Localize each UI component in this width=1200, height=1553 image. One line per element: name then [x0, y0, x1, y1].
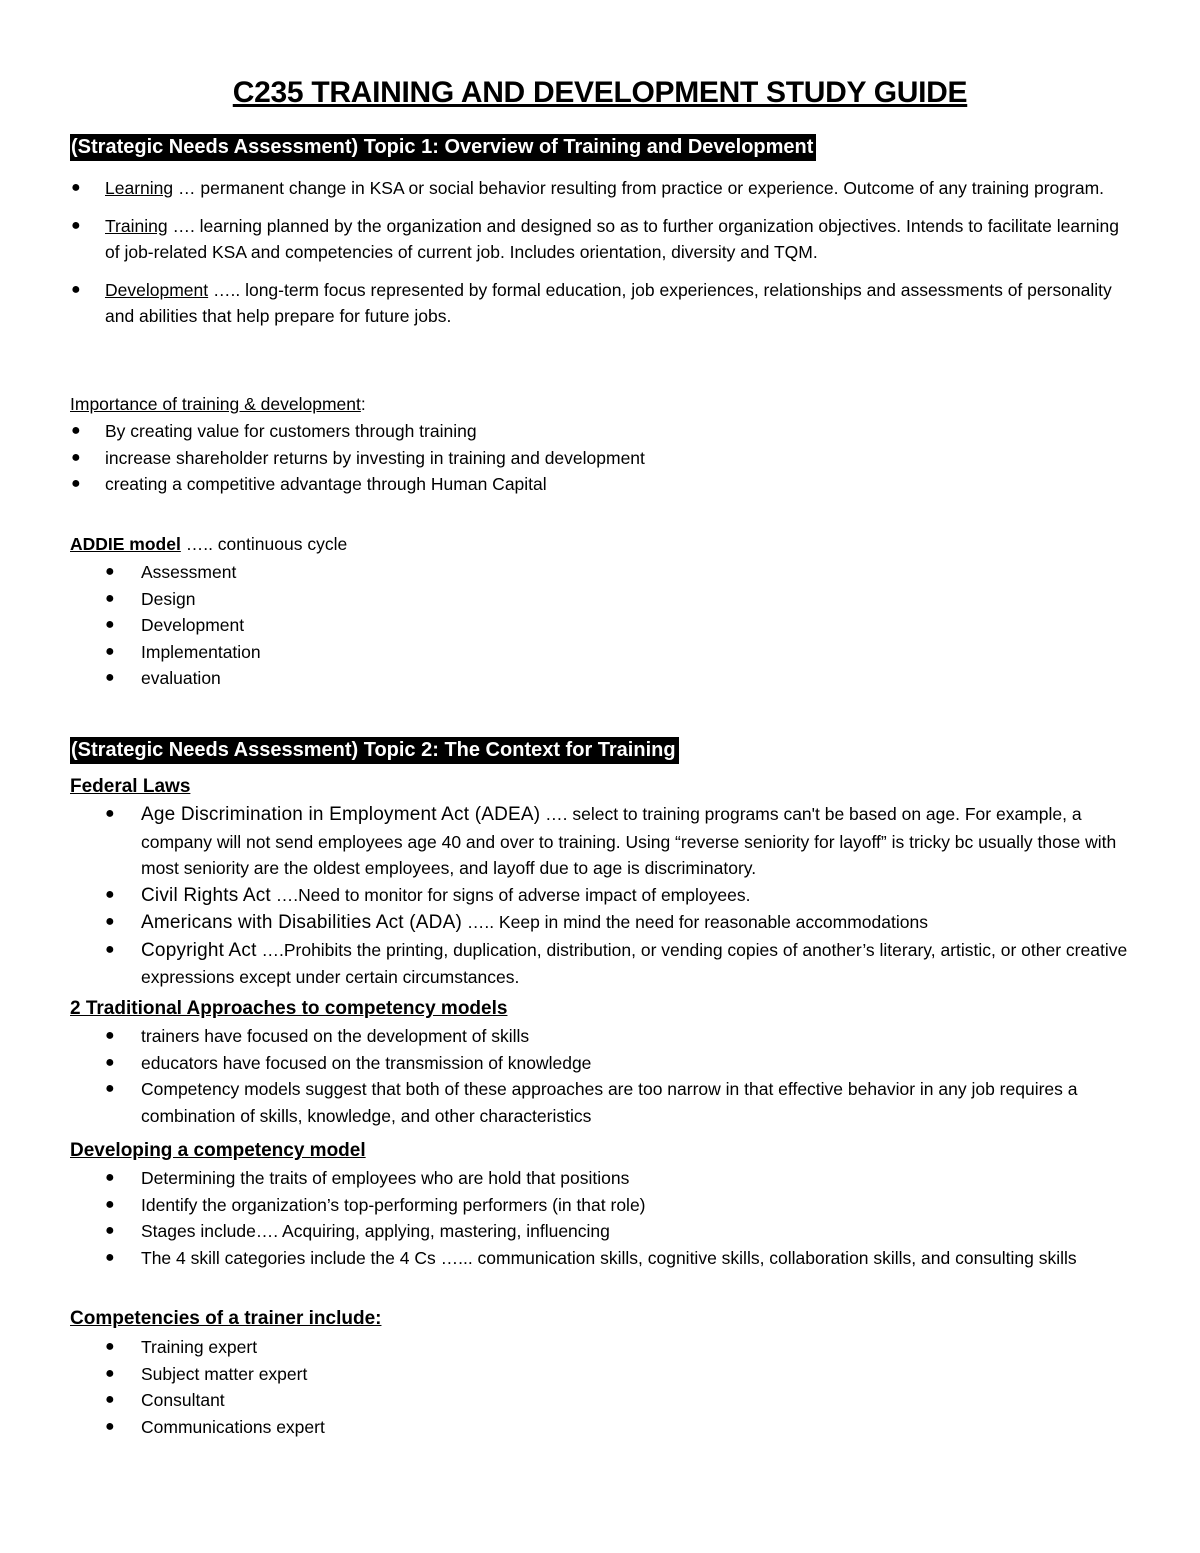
bullet-icon: ● — [105, 1338, 115, 1355]
bullet-icon: ● — [71, 216, 81, 234]
bullet-icon: ● — [105, 589, 115, 607]
definitions-list — [71, 175, 1135, 341]
bullet-icon: ● — [105, 805, 115, 822]
list-item-text: By creating value for customers through training — [105, 421, 477, 441]
list-item — [105, 639, 261, 666]
list-item-text: increase shareholder returns by investing in training and development — [105, 447, 645, 468]
importance-list — [71, 418, 1105, 498]
list-item — [105, 1245, 1141, 1272]
definition-text: ….. long-term focus represented by formal education, job experiences, relationships and assessments of personality and abilities that help prepare for future jobs. — [105, 279, 1112, 326]
traditional-approaches-heading: 2 Traditional Approaches to competency models — [70, 998, 508, 1019]
list-item — [105, 1387, 941, 1414]
list-item — [105, 586, 261, 613]
list-item — [105, 1414, 941, 1441]
bullet-icon: ● — [71, 422, 81, 439]
law-text: ….Need to monitor for signs of adverse impact of employees. — [270, 884, 751, 905]
bullet-icon: ● — [105, 669, 115, 686]
bullet-icon: ● — [105, 1364, 115, 1382]
law-name: Americans with Disabilities Act (ADA) — [141, 912, 462, 933]
addie-label: ADDIE model — [70, 534, 181, 554]
list-item-text: The 4 skill categories include the 4 Cs …... communication skills, cognitive skills, collaboration skills, and consulting skills — [141, 1247, 1077, 1268]
importance-suffix: : — [360, 394, 366, 414]
bullet-icon: ● — [105, 1053, 115, 1071]
list-item-text: Training expert — [141, 1337, 258, 1357]
bullet-icon: ● — [105, 642, 115, 660]
bullet-icon: ● — [105, 913, 115, 930]
term-development: Development — [105, 279, 209, 300]
list-item-text: Communications expert — [141, 1416, 325, 1437]
list-item — [105, 1192, 1141, 1219]
list-item — [105, 909, 1141, 937]
list-item — [105, 1050, 1141, 1077]
bullet-icon: ● — [105, 940, 115, 958]
definition-text: … permanent change in KSA or social behavior resulting from practice or experience. Outcome of any training program. — [173, 178, 1105, 198]
bullet-icon: ● — [105, 1248, 115, 1266]
list-item — [105, 1334, 941, 1361]
trainer-competencies-list — [105, 1334, 941, 1440]
list-item — [71, 213, 1135, 266]
list-item-text: evaluation — [141, 668, 221, 688]
bullet-icon: ● — [105, 1027, 115, 1044]
list-item — [105, 882, 1141, 910]
list-item-text: Stages include…. Acquiring, applying, mastering, influencing — [141, 1221, 610, 1241]
list-item-text: Implementation — [141, 641, 261, 662]
topic-1-header: (Strategic Needs Assessment) Topic 1: Overview of Training and Development — [70, 134, 816, 161]
bullet-icon: ● — [71, 448, 81, 466]
list-item — [71, 418, 1105, 445]
document-title: C235 TRAINING AND DEVELOPMENT STUDY GUIDE — [232, 76, 968, 109]
definition-text: …. learning planned by the organization and designed so as to further organization objectives. Intends to facilitate learning of job-related KSA and competencies of current job. Includes orientation, diversity and TQM. — [105, 215, 1120, 262]
list-item-text: trainers have focused on the development of skills — [141, 1026, 530, 1046]
list-item — [105, 1361, 941, 1388]
bullet-icon: ● — [105, 1391, 115, 1408]
list-item-text: Competency models suggest that both of these approaches are too narrow in that effective behavior in any job requires a combination of skills, knowledge, and other characteristics — [141, 1079, 1078, 1126]
bullet-icon: ● — [105, 1222, 115, 1239]
law-name: Civil Rights Act — [141, 884, 271, 906]
list-item-text: educators have focused on the transmission of knowledge — [141, 1052, 592, 1073]
list-item — [105, 612, 261, 639]
law-text: ….Prohibits the printing, duplication, distribution, or vending copies of another’s literary, artistic, or other creative expressions except under certain circumstances. — [141, 939, 1128, 987]
list-item — [105, 1023, 1141, 1050]
list-item-text: Development — [141, 615, 245, 635]
addie-suffix: ….. continuous cycle — [180, 534, 348, 554]
law-text: …. select to training programs can't be based on age. For example, a company will not send employees age 40 and over to training. Using “reverse seniority for layoff” is tricky bc usually those with most seniority are the oldest employees, and layoff due to age is discriminatory. — [141, 804, 1117, 878]
law-name: Copyright Act — [141, 939, 257, 961]
importance-label: Importance of training & development — [70, 394, 361, 414]
list-item — [71, 445, 1105, 472]
law-name: Age Discrimination in Employment Act (ADEA) — [141, 804, 541, 825]
bullet-icon: ● — [105, 1080, 115, 1097]
bullet-icon: ● — [105, 1169, 115, 1186]
list-item — [105, 937, 1141, 991]
bullet-icon: ● — [105, 1195, 115, 1213]
federal-laws-list — [105, 801, 1141, 991]
list-item-text: Assessment — [141, 562, 237, 582]
list-item — [105, 1218, 1141, 1245]
addie-list — [105, 559, 261, 692]
bullet-icon: ● — [71, 475, 81, 492]
list-item-text: creating a competitive advantage through Human Capital — [105, 474, 547, 494]
list-item — [105, 1076, 1141, 1129]
trainer-competencies-heading: Competencies of a trainer include: — [70, 1308, 382, 1329]
list-item — [71, 277, 1135, 330]
importance-heading — [70, 394, 366, 415]
bullet-icon: ● — [105, 616, 115, 633]
federal-laws-heading: Federal Laws — [70, 776, 191, 797]
list-item — [105, 801, 1141, 882]
law-text: ….. Keep in mind the need for reasonable accommodations — [461, 912, 928, 932]
list-item-text: Consultant — [141, 1390, 225, 1410]
list-item — [71, 471, 1105, 498]
list-item-text: Determining the traits of employees who are hold that positions — [141, 1168, 630, 1188]
list-item — [105, 559, 261, 586]
list-item — [105, 665, 261, 692]
list-item — [105, 1165, 1141, 1192]
term-learning: Learning — [105, 178, 174, 198]
developing-model-heading: Developing a competency model — [70, 1140, 366, 1161]
list-item-text: Subject matter expert — [141, 1363, 308, 1384]
topic-2-header: (Strategic Needs Assessment) Topic 2: The Context for Training — [70, 737, 679, 764]
term-training: Training — [105, 215, 168, 236]
traditional-approaches-list — [105, 1023, 1141, 1129]
bullet-icon: ● — [105, 885, 115, 903]
bullet-icon: ● — [105, 1417, 115, 1435]
list-item-text: Identify the organization’s top-performing performers (in that role) — [141, 1194, 646, 1215]
bullet-icon: ● — [71, 280, 81, 298]
bullet-icon: ● — [71, 179, 81, 196]
list-item-text: Design — [141, 588, 196, 609]
bullet-icon: ● — [105, 563, 115, 580]
addie-heading — [70, 534, 347, 555]
developing-model-list — [105, 1165, 1141, 1271]
list-item — [71, 175, 1135, 202]
